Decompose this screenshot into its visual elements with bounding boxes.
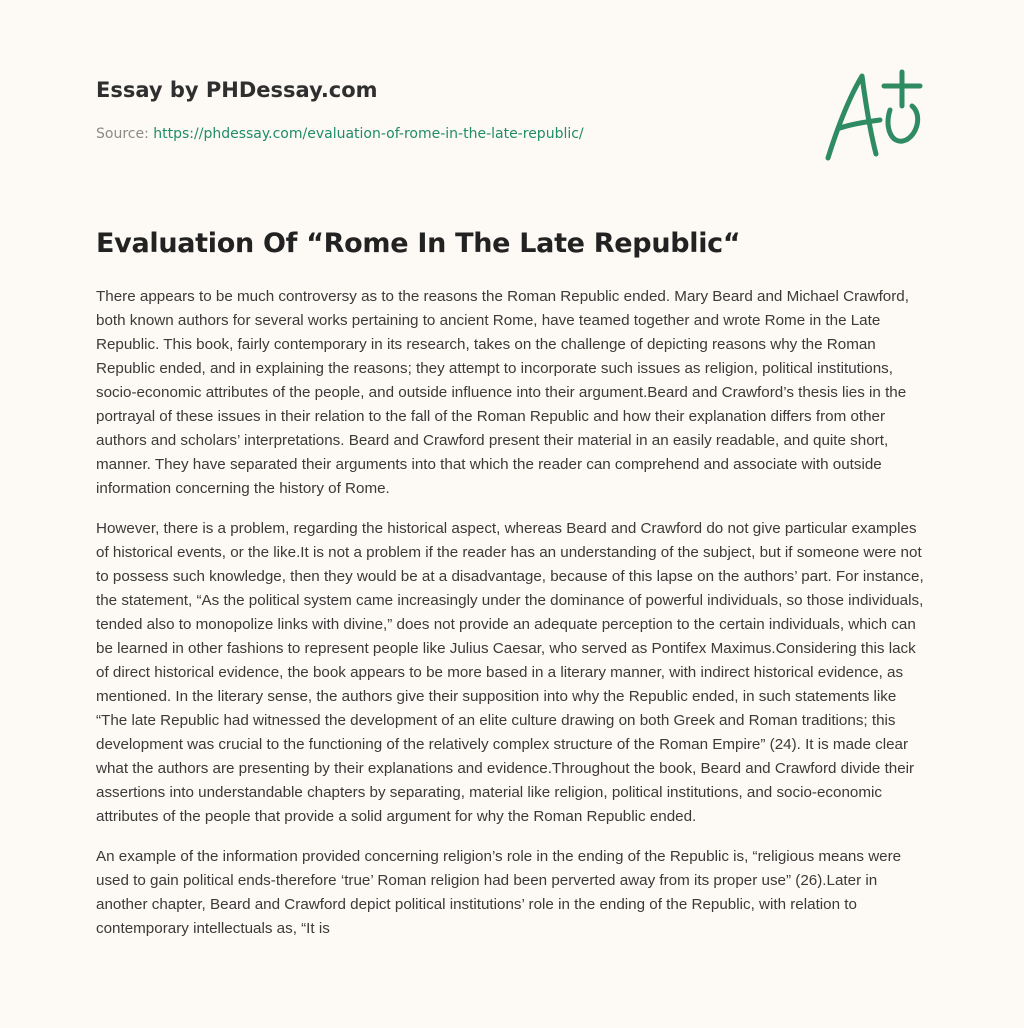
source-line [96,124,796,144]
essay-paragraph: However, there is a problem, regarding the historical aspect, whereas Beard and Crawford do not give particular examples of historical events, or the like.It is not a problem if the reader has an understanding of the subject, but if someone were not to possess such knowledge, then they would be at a disadvantage, because of this lapse on the authors’ part. For instance, the statement, “As the political system came increasingly under the dominance of powerful individuals, so those individuals, tended also to monopolize links with divine,” does not provide an adequate perception to the certain individuals, which can be learned in other fashions to represent people like Julius Caesar, who served as Pontifex Maximus.Considering this lack of direct historical evidence, the book appears to be more based in a literary manner, with indirect historical evidence, as mentioned. In the literary sense, the authors give their supposition into why the Republic ended, in such statements like “The late Republic had witnessed the development of an elite culture drawing on both Greek and Roman traditions; this development was crucial to the functioning of the relatively complex structure of the Roman Empire” (24). It is made clear what the authors are presenting by their explanations and evidence.Throughout the book, Beard and Crawford divide their assertions into understandable chapters by separating, material like religion, political institutions, and socio-economic attributes of the people that provide a solid argument for why the Roman Republic ended. [96,520,924,825]
essay-header [96,76,796,144]
essay-body [96,285,931,957]
a-plus-grade-logo [820,66,930,166]
essay-paragraph: An example of the information provided concerning religion’s role in the ending of the Republic is, “religious means were used to gain political ends-therefore ‘true’ Roman religion had been perverted away from its proper use” (26).Later in another chapter, Beard and Crawford depict political institutions’ role in the ending of the Republic, with relation to contemporary intellectuals as, “It is [96,848,902,937]
site-title: Essay by PHDessay.com [96,78,378,102]
essay-title: Evaluation Of “Rome In The Late Republic“ [96,228,741,259]
source-label: Source: [96,126,154,142]
essay-paragraph: There appears to be much controversy as to the reasons the Roman Republic ended. Mary Beard and Michael Crawford, both known authors for several works pertaining to ancient Rome, have teamed together and wrote Rome in the Late Republic. This book, fairly contemporary in its research, takes on the challenge of depicting reasons why the Roman Republic ended, and in explaining the reasons; they attempt to incorporate such issues as religion, political institutions, socio-economic attributes of the people, and outside influence into their argument.Beard and Crawford’s thesis lies in the portrayal of these issues in their relation to the fall of the Roman Republic and how their explanation differs from other authors and scholars’ interpretations. Beard and Crawford present their material in an easily readable, and quite short, manner. They have separated their arguments into that which the reader can comprehend and associate with outside information concerning the history of Rome. [96,288,909,497]
source-link[interactable]: https://phdessay.com/evaluation-of-rome-in-the-late-republic/ [153,126,584,142]
